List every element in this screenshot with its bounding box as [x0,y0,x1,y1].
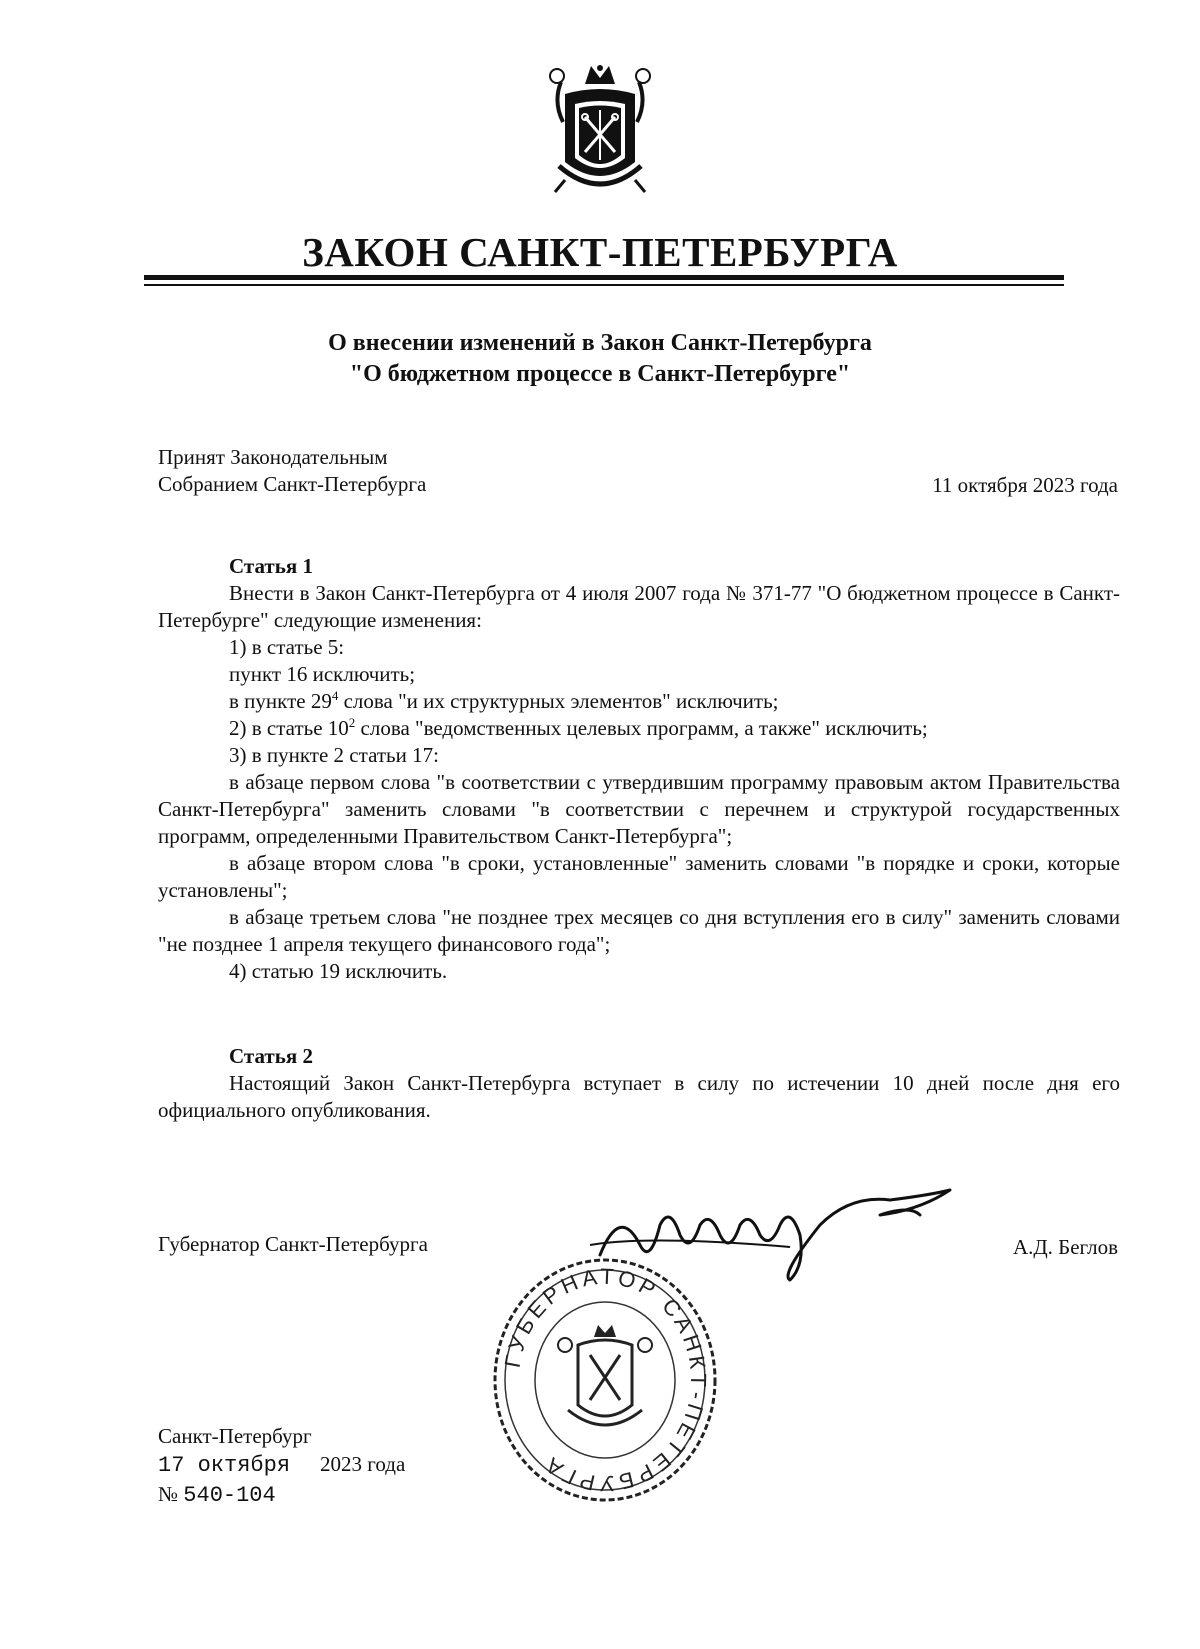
article-1-heading: Статья 1 [229,554,313,578]
footer-number-line [158,1480,405,1510]
handwritten-signature-icon [590,1175,970,1285]
item-2-text-end: слова "ведомственных целевых программ, а также" исключить; [355,716,928,740]
governor-seal-stamp-icon [490,1255,720,1505]
item-1b-text-end: слова "и их структурных элементов" исключить; [338,689,779,713]
article-1-item-1: 1) в статье 5: [229,635,345,659]
footer-number: 540-104 [183,1483,276,1508]
footer-date-handwritten: 17 октября [158,1453,291,1478]
governor-title: Губернатор Санкт-Петербурга [158,1232,428,1256]
item-1b-superscript: 4 [331,688,339,703]
article-2 [158,1043,1120,1124]
item-1b-text-start: в пункте 29 [229,689,332,713]
article-2-heading: Статья 2 [229,1044,313,1068]
item-2-superscript: 2 [348,715,356,730]
article-1-item-1a: пункт 16 исключить; [229,662,416,686]
article-1-item-4: 4) статью 19 исключить. [229,959,448,983]
article-1-item-1b [158,688,1120,715]
footer-number-prefix: № [158,1482,184,1506]
law-title: ЗАКОН САНКТ-ПЕТЕРБУРГА [302,229,898,275]
title-rule-thick [144,275,1064,280]
law-subtitle [0,328,1200,390]
article-1-item-3b: в абзаце втором слова "в сроки, установленные" заменить словами "в порядке и сроки, которые установлены"; [158,851,1120,902]
adoption-line-1: Принят Законодательным [158,445,388,469]
footer-block [158,1422,405,1510]
adoption-note [158,444,426,498]
article-1 [158,553,1120,985]
footer-city: Санкт-Петербург [158,1424,312,1448]
adoption-date: 11 октября 2023 года [932,473,1118,497]
subtitle-line-1: О внесении изменений в Закон Санкт-Петербурга [328,330,872,356]
saint-petersburg-coat-of-arms-icon [535,62,665,202]
article-1-item-3a: в абзаце первом слова "в соответствии с утвердившим программу правовым актом Правительства Санкт-Петербурга" заменить словами "в соответствии с перечнем и структурой государственных программ, определенными Правительством Санкт-Петербурга"; [158,770,1120,848]
article-1-item-2 [158,715,1120,742]
footer-year: 2023 года [320,1452,406,1476]
article-1-item-3: 3) в пункте 2 статьи 17: [229,743,439,767]
stamp-text: ГУБЕРНАТОР САНКТ-ПЕТЕРБУРГА [499,1263,712,1497]
article-1-intro: Внести в Закон Санкт-Петербурга от 4 июля 2007 года № 371-77 "О бюджетном процессе в Санкт-Петербурге" следующие изменения: [158,581,1120,632]
footer-date [158,1450,405,1480]
adoption-line-2: Собранием Санкт-Петербурга [158,472,427,496]
subtitle-line-2: "О бюджетном процессе в Санкт-Петербурге" [349,361,851,387]
item-2-text-start: 2) в статье 10 [229,716,349,740]
article-1-item-3c: в абзаце третьем слова "не позднее трех месяцев со дня вступления его в силу" заменить словами "не позднее 1 апреля текущего финансового года"; [158,905,1120,956]
article-2-text: Настоящий Закон Санкт-Петербурга вступает в силу по истечении 10 дней после дня его официального опубликования. [158,1071,1120,1122]
title-rule-thin [144,284,1064,286]
governor-name: А.Д. Беглов [1012,1235,1118,1259]
